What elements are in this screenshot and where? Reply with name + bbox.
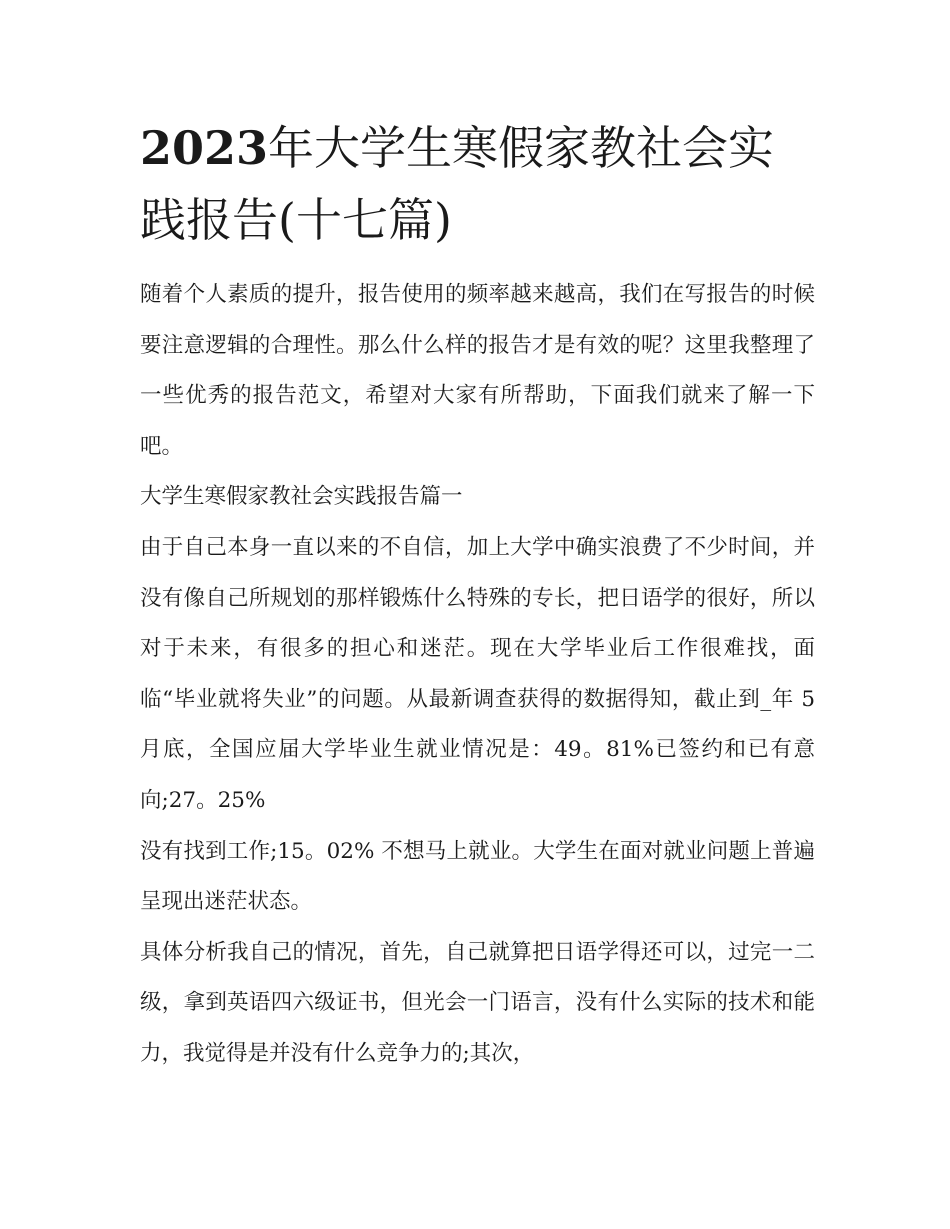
intro-paragraph: 随着个人素质的提升，报告使用的频率越来越高，我们在写报告的时候要注意逻辑的合理性。那么什么样的报告才是有效的呢？这里我整理了一些优秀的报告范文，希望对大家有所帮助，下面我们就来了解一下吧。	[140, 282, 815, 459]
paragraph-1-part-1: 由于自己本身一直以来的不自信，加上大学中确实浪费了不少时间，并没有像自己所规划的那样锻炼什么特殊的专长，把日语学的很好，所以对于未来，有很多的担心和迷茫。现在大学毕业后工作很难找，面临“毕业就将失业”的问题。从最新调查获得的数据得知，截止到_年 5 月底，全国应届大学毕业生就业情况是：49。81%已签约和已有意向;27。25%	[140, 534, 815, 813]
paragraph-1-part-2: 没有找到工作;15。02% 不想马上就业。大学生在面对就业问题上普遍呈现出迷茫状态。	[140, 838, 815, 915]
section-heading: 大学生寒假家教社会实践报告篇一	[140, 484, 463, 510]
title-text: 年大学生寒假家教社会实践报告(十七篇)	[140, 121, 775, 247]
paragraph-2: 具体分析我自己的情况，首先，自己就算把日语学得还可以，过完一二级，拿到英语四六级证书，但光会一门语言，没有什么实际的技术和能力，我觉得是并没有什么竞争力的;其次，	[140, 939, 815, 1066]
document-title	[140, 112, 815, 256]
document-body	[140, 270, 815, 1080]
document-page	[140, 112, 815, 1080]
title-year: 2023	[140, 121, 269, 175]
